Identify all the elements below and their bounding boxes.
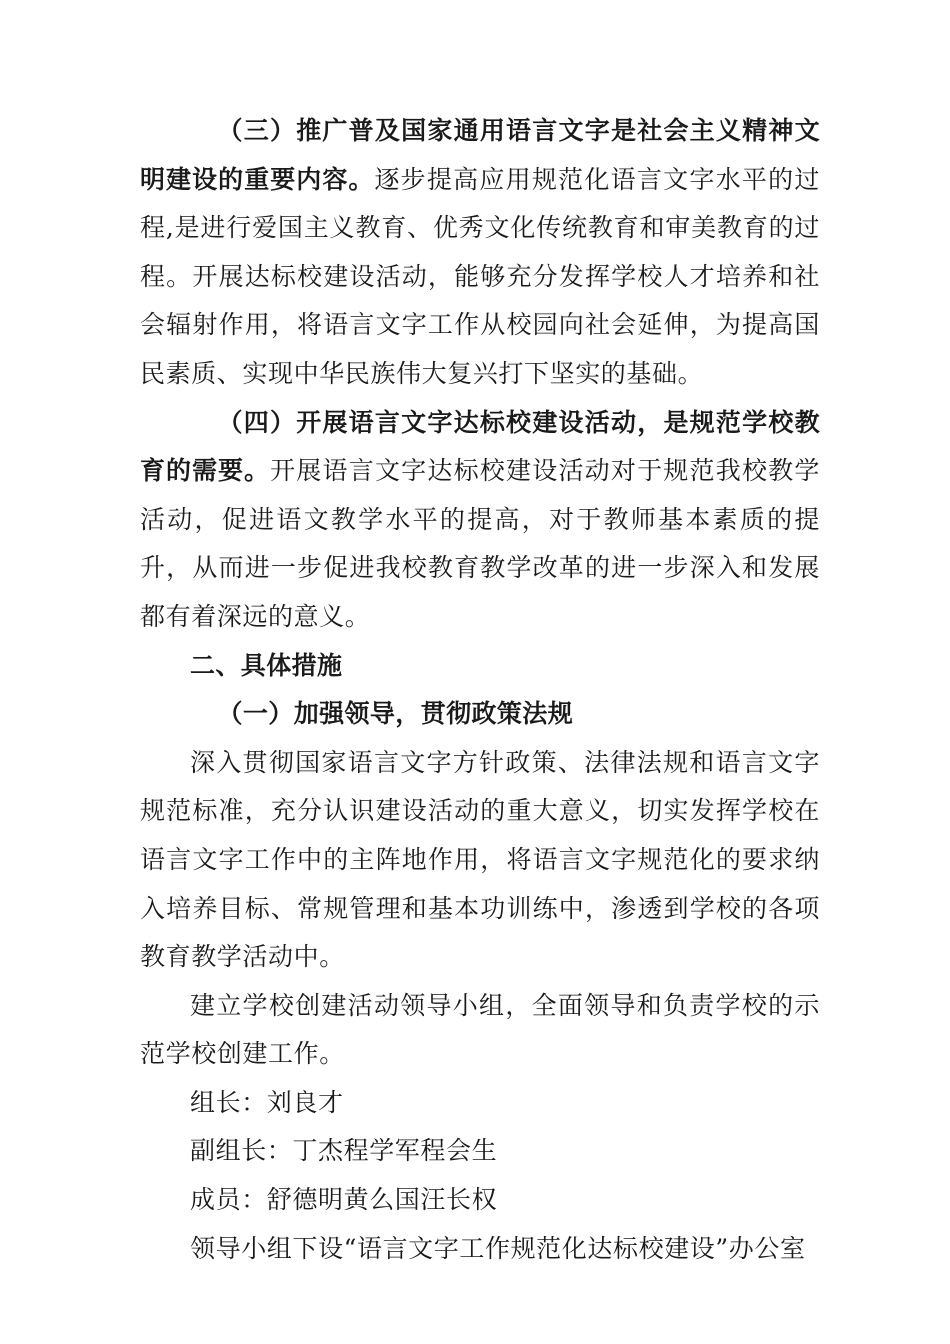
section-four-body: 开展语言文字达标校建设活动对于规范我校教学活动，促进语文教学水平的提高，对于教师基本素质的提升，从而进一步促进我校教育教学改革的进一步深入和发展都有着深远的意义。 xyxy=(140,456,820,631)
group-leader-line: 组长：刘良才 xyxy=(190,1087,344,1117)
section-three-paragraph xyxy=(140,107,820,399)
section-four-lead: （四）开展语言文字达标校建设活动，是规范学校教育的需要。 xyxy=(140,407,820,486)
heading-specific-measures: 二、具体措施 xyxy=(190,650,343,680)
office-line: 领导小组下设“语言文字工作规范化达标校建设”办公室 xyxy=(190,1233,806,1263)
document-body xyxy=(140,107,820,1273)
members-line: 成员：舒德明黄么国汪长权 xyxy=(190,1185,498,1215)
subheading-strengthen-leadership: （一）加强领导，贯彻政策法规 xyxy=(217,699,574,729)
measures-paragraph-2: 建立学校创建活动领导小组，全面领导和负责学校的示范学校创建工作。 xyxy=(140,990,820,1069)
measures-paragraph-1: 深入贯彻国家语言文字方针政策、法律法规和语言文字规范标准，充分认识建设活动的重大意义，切实发挥学校在语言文字工作中的主阵地作用，将语言文字规范化的要求纳入培养目标、常规管理和基本功训练中，渗透到学校的各项教育教学活动中。 xyxy=(140,747,820,972)
section-three-body: 逐步提高应用规范化语言文字水平的过程,是进行爱国主义教育、优秀文化传统教育和审美教育的过程。开展达标校建设活动，能够充分发挥学校人才培养和社会辐射作用，将语言文字工作从校园向社会延伸，为提高国民素质、实现中华民族伟大复兴打下坚实的基础。 xyxy=(140,164,820,388)
section-three-lead: （三）推广普及国家通用语言文字是社会主义精神文明建设的重要内容。 xyxy=(140,116,820,194)
deputy-leader-line: 副组长：丁杰程学军程会生 xyxy=(190,1136,498,1166)
section-four-paragraph xyxy=(140,399,820,642)
